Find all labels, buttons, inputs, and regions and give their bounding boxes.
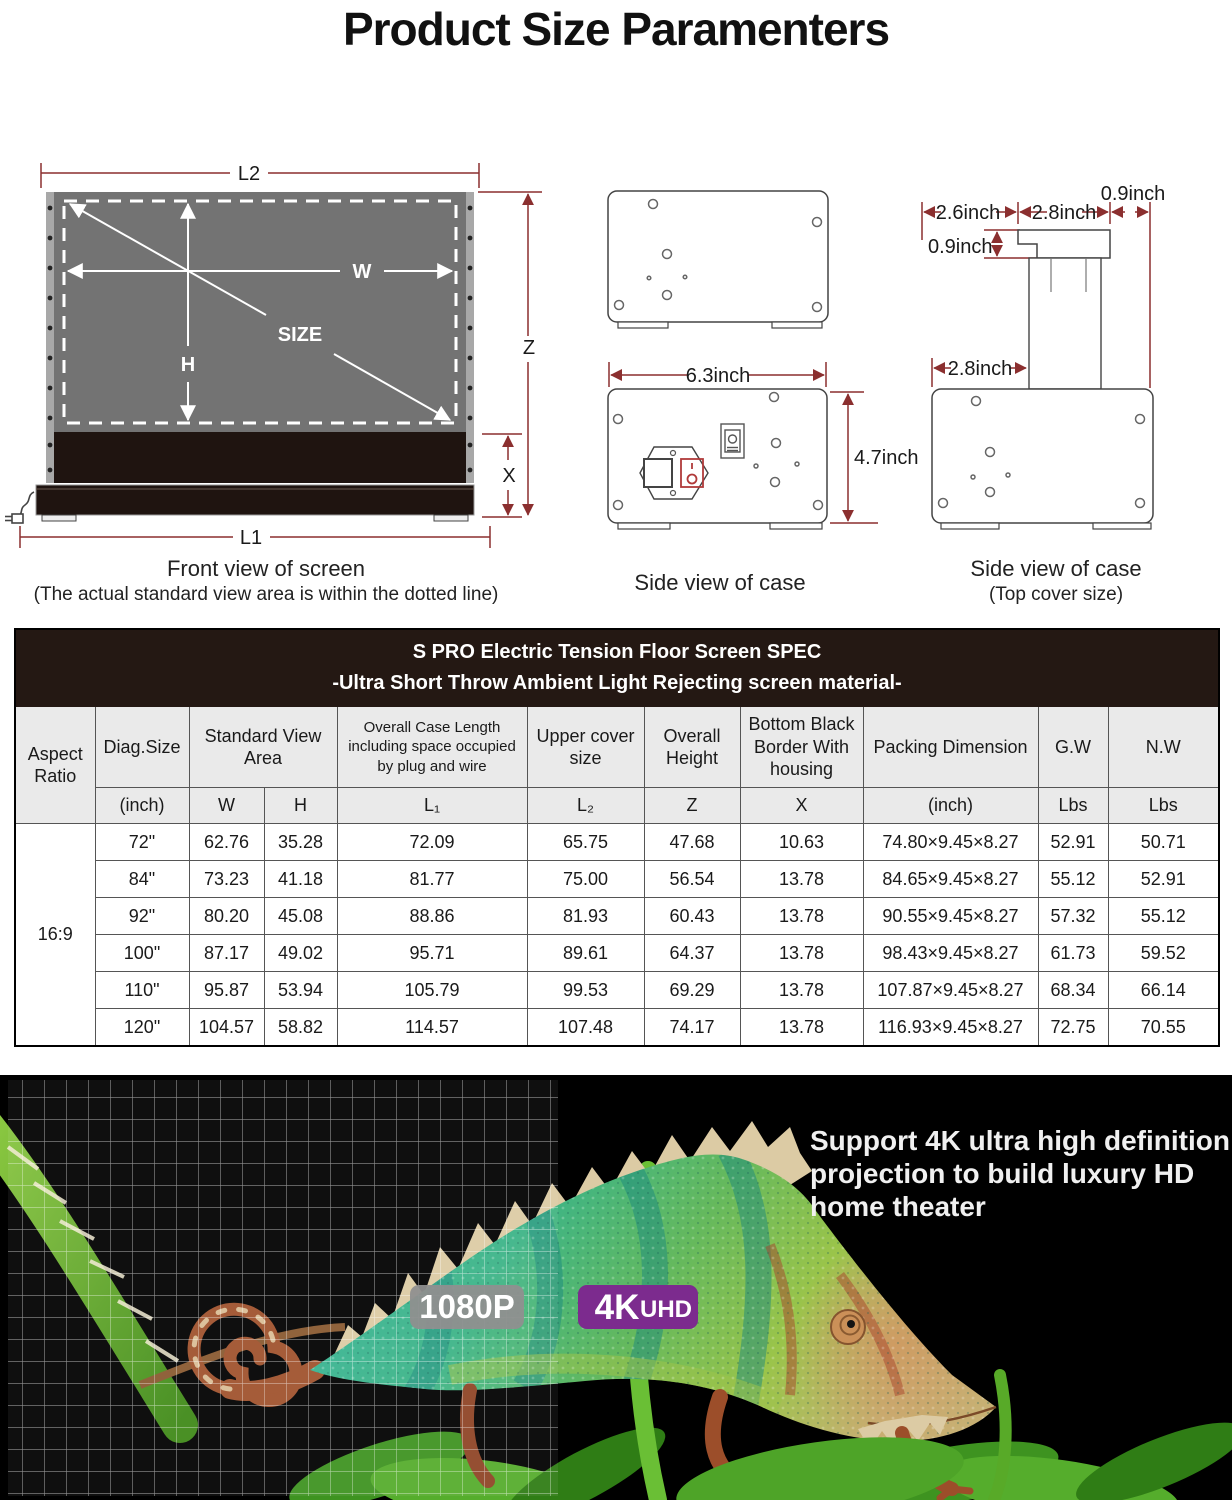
unit-h: H: [264, 788, 337, 824]
table-cell: 107.87×9.45×8.27: [863, 972, 1038, 1009]
table-cell: 92": [95, 898, 189, 935]
table-cell: 120": [95, 1009, 189, 1047]
case-foot: [618, 322, 668, 328]
chameleon-eye: [831, 1310, 865, 1344]
front-view-caption: Front view of screen: [166, 556, 366, 581]
front-view-diagram: [5, 163, 542, 549]
table-cell: 84": [95, 861, 189, 898]
table-cell: 95.87: [189, 972, 264, 1009]
table-cell: 81.77: [337, 861, 527, 898]
badge-uhd-label: UHD: [640, 1296, 692, 1323]
table-cell: 75.00: [527, 861, 644, 898]
table-cell: 110": [95, 972, 189, 1009]
table-cell: 49.02: [264, 935, 337, 972]
case-foot: [618, 523, 670, 529]
table-cell: 10.63: [740, 824, 863, 861]
table-cell: 64.37: [644, 935, 740, 972]
table-row: [15, 1009, 1219, 1047]
table-title-line2: -Ultra Short Throw Ambient Light Rejecting screen material-: [332, 672, 902, 694]
table-cell: 60.43: [644, 898, 740, 935]
table-cell: 35.28: [264, 824, 337, 861]
table-cell: 41.18: [264, 861, 337, 898]
resolution-comparison-image: [0, 1075, 1232, 1500]
unit-nw: Lbs: [1108, 788, 1219, 824]
col-header-bottom-black-border: Bottom Black Border With housing: [740, 707, 863, 788]
badge-1080p: [410, 1285, 524, 1329]
case-foot: [42, 515, 76, 521]
col-header-diag-size: Diag.Size: [95, 707, 189, 788]
page-title: Product Size Paramenters: [342, 3, 890, 55]
table-row: [15, 898, 1219, 935]
badge-1080p-label: 1080P: [419, 1288, 515, 1325]
front-view-caption-note: (The actual standard view area is within the dotted line): [33, 584, 499, 605]
table-cell: 100": [95, 935, 189, 972]
heading-line3: home theater: [810, 1191, 986, 1222]
cover-stem: [1029, 258, 1101, 389]
bottom-black-border: [54, 432, 466, 483]
table-cell: 61.73: [1038, 935, 1108, 972]
col-header-standard-view-area: Standard View Area: [189, 707, 337, 788]
case-width-label: 6.3inch: [685, 365, 751, 387]
table-cell: 72.09: [337, 824, 527, 861]
table-row: [15, 861, 1219, 898]
case-foot: [772, 322, 822, 328]
table-cell: 57.32: [1038, 898, 1108, 935]
l2-label: L2: [237, 163, 261, 185]
table-cell: 105.79: [337, 972, 527, 1009]
table-cell: 87.17: [189, 935, 264, 972]
table-row: [15, 824, 1219, 861]
table-row: [15, 935, 1219, 972]
l1-label: L1: [239, 527, 263, 549]
chameleon-illustration: [0, 1075, 1232, 1500]
table-cell: 59.52: [1108, 935, 1219, 972]
z-label: Z: [522, 337, 536, 359]
table-title: [15, 629, 1219, 707]
socket: [644, 459, 672, 487]
unit-diag: (inch): [95, 788, 189, 824]
case-foot: [434, 515, 468, 521]
table-cell: 74.80×9.45×8.27: [863, 824, 1038, 861]
side-view-caption: Side view of case: [634, 570, 806, 595]
table-cell: 56.54: [644, 861, 740, 898]
heading-line1: Support 4K ultra high definition: [810, 1125, 1230, 1156]
top-cover-diagram: [922, 183, 1165, 529]
table-cell: 73.23: [189, 861, 264, 898]
col-header-aspect-ratio: Aspect Ratio: [15, 707, 95, 824]
unit-l2: L₂: [527, 788, 644, 824]
table-cell: 50.71: [1108, 824, 1219, 861]
table-cell: 68.34: [1038, 972, 1108, 1009]
table-cell: 13.78: [740, 935, 863, 972]
table-cell: 55.12: [1038, 861, 1108, 898]
col-header-overall-height: Overall Height: [644, 707, 740, 788]
table-cell: 13.78: [740, 861, 863, 898]
table-cell: 55.12: [1108, 898, 1219, 935]
h-label: H: [180, 354, 196, 376]
table-cell: 98.43×9.45×8.27: [863, 935, 1038, 972]
table-cell: 89.61: [527, 935, 644, 972]
unit-w: W: [189, 788, 264, 824]
unit-gw: Lbs: [1038, 788, 1108, 824]
top-cover-caption-note: (Top cover size): [988, 584, 1124, 605]
table-cell: 53.94: [264, 972, 337, 1009]
case-foot: [941, 523, 999, 529]
top-cover-caption: Side view of case: [970, 556, 1142, 581]
table-cell: 80.20: [189, 898, 264, 935]
table-cell: 104.57: [189, 1009, 264, 1047]
table-cell: 69.29: [644, 972, 740, 1009]
table-cell: 90.55×9.45×8.27: [863, 898, 1038, 935]
aspect-ratio-value: 16:9: [15, 824, 95, 1047]
table-title-line1: S PRO Electric Tension Floor Screen SPEC: [412, 641, 822, 663]
badge-4k-label: 4K: [594, 1288, 640, 1327]
rocker-switch: [721, 424, 744, 458]
size-label: SIZE: [277, 324, 323, 346]
case-side-view-diagram: [608, 191, 919, 529]
case-under-cover: [932, 389, 1153, 523]
table-cell: 74.17: [644, 1009, 740, 1047]
table-cell: 62.76: [189, 824, 264, 861]
w-label: W: [352, 261, 372, 283]
table-cell: 95.71: [337, 935, 527, 972]
table-cell: 107.48: [527, 1009, 644, 1047]
offset-label: 2.8inch: [947, 358, 1013, 380]
table-cell: 45.08: [264, 898, 337, 935]
col-header-gw: G.W: [1038, 707, 1108, 788]
table-cell: 114.57: [337, 1009, 527, 1047]
table-cell: 88.86: [337, 898, 527, 935]
table-cell: 52.91: [1108, 861, 1219, 898]
seg3-label: 0.9inch: [1100, 183, 1166, 205]
unit-l1: L₁: [337, 788, 527, 824]
table-cell: 65.75: [527, 824, 644, 861]
thickness-label: 0.9inch: [928, 236, 993, 258]
badge-4k-uhd: [578, 1285, 698, 1329]
table-cell: 99.53: [527, 972, 644, 1009]
table-cell: 72": [95, 824, 189, 861]
unit-z: Z: [644, 788, 740, 824]
table-cell: 13.78: [740, 1009, 863, 1047]
table-cell: 81.93: [527, 898, 644, 935]
table-cell: 13.78: [740, 898, 863, 935]
col-header-overall-case-length: Overall Case Length including space occupied by plug and wire: [337, 707, 527, 788]
seg1-label: 2.6inch: [935, 202, 1001, 224]
case-top-view: [608, 191, 828, 322]
table-cell: 58.82: [264, 1009, 337, 1047]
col-header-upper-cover-size: Upper cover size: [527, 707, 644, 788]
table-cell: 47.68: [644, 824, 740, 861]
col-header-nw: N.W: [1108, 707, 1219, 788]
table-cell: 13.78: [740, 972, 863, 1009]
table-cell: 70.55: [1108, 1009, 1219, 1047]
unit-packing: (inch): [863, 788, 1038, 824]
top-cover-plate: [1018, 230, 1110, 258]
col-header-packing-dimension: Packing Dimension: [863, 707, 1038, 788]
case-side-view: [608, 389, 827, 523]
table-cell: 72.75: [1038, 1009, 1108, 1047]
table-cell: 84.65×9.45×8.27: [863, 861, 1038, 898]
table-row: [15, 972, 1219, 1009]
heading-line2: projection to build luxury HD: [810, 1158, 1195, 1189]
power-plug-icon: [5, 492, 34, 523]
x-label: X: [502, 465, 516, 487]
case-height-label: 4.7inch: [854, 447, 919, 469]
table-cell: 116.93×9.45×8.27: [863, 1009, 1038, 1047]
spec-table: [14, 628, 1220, 1047]
case-foot: [1093, 523, 1151, 529]
table-cell: 66.14: [1108, 972, 1219, 1009]
case-foot: [770, 523, 822, 529]
seg2-label: 2.8inch: [1031, 202, 1097, 224]
unit-x: X: [740, 788, 863, 824]
table-cell: 52.91: [1038, 824, 1108, 861]
